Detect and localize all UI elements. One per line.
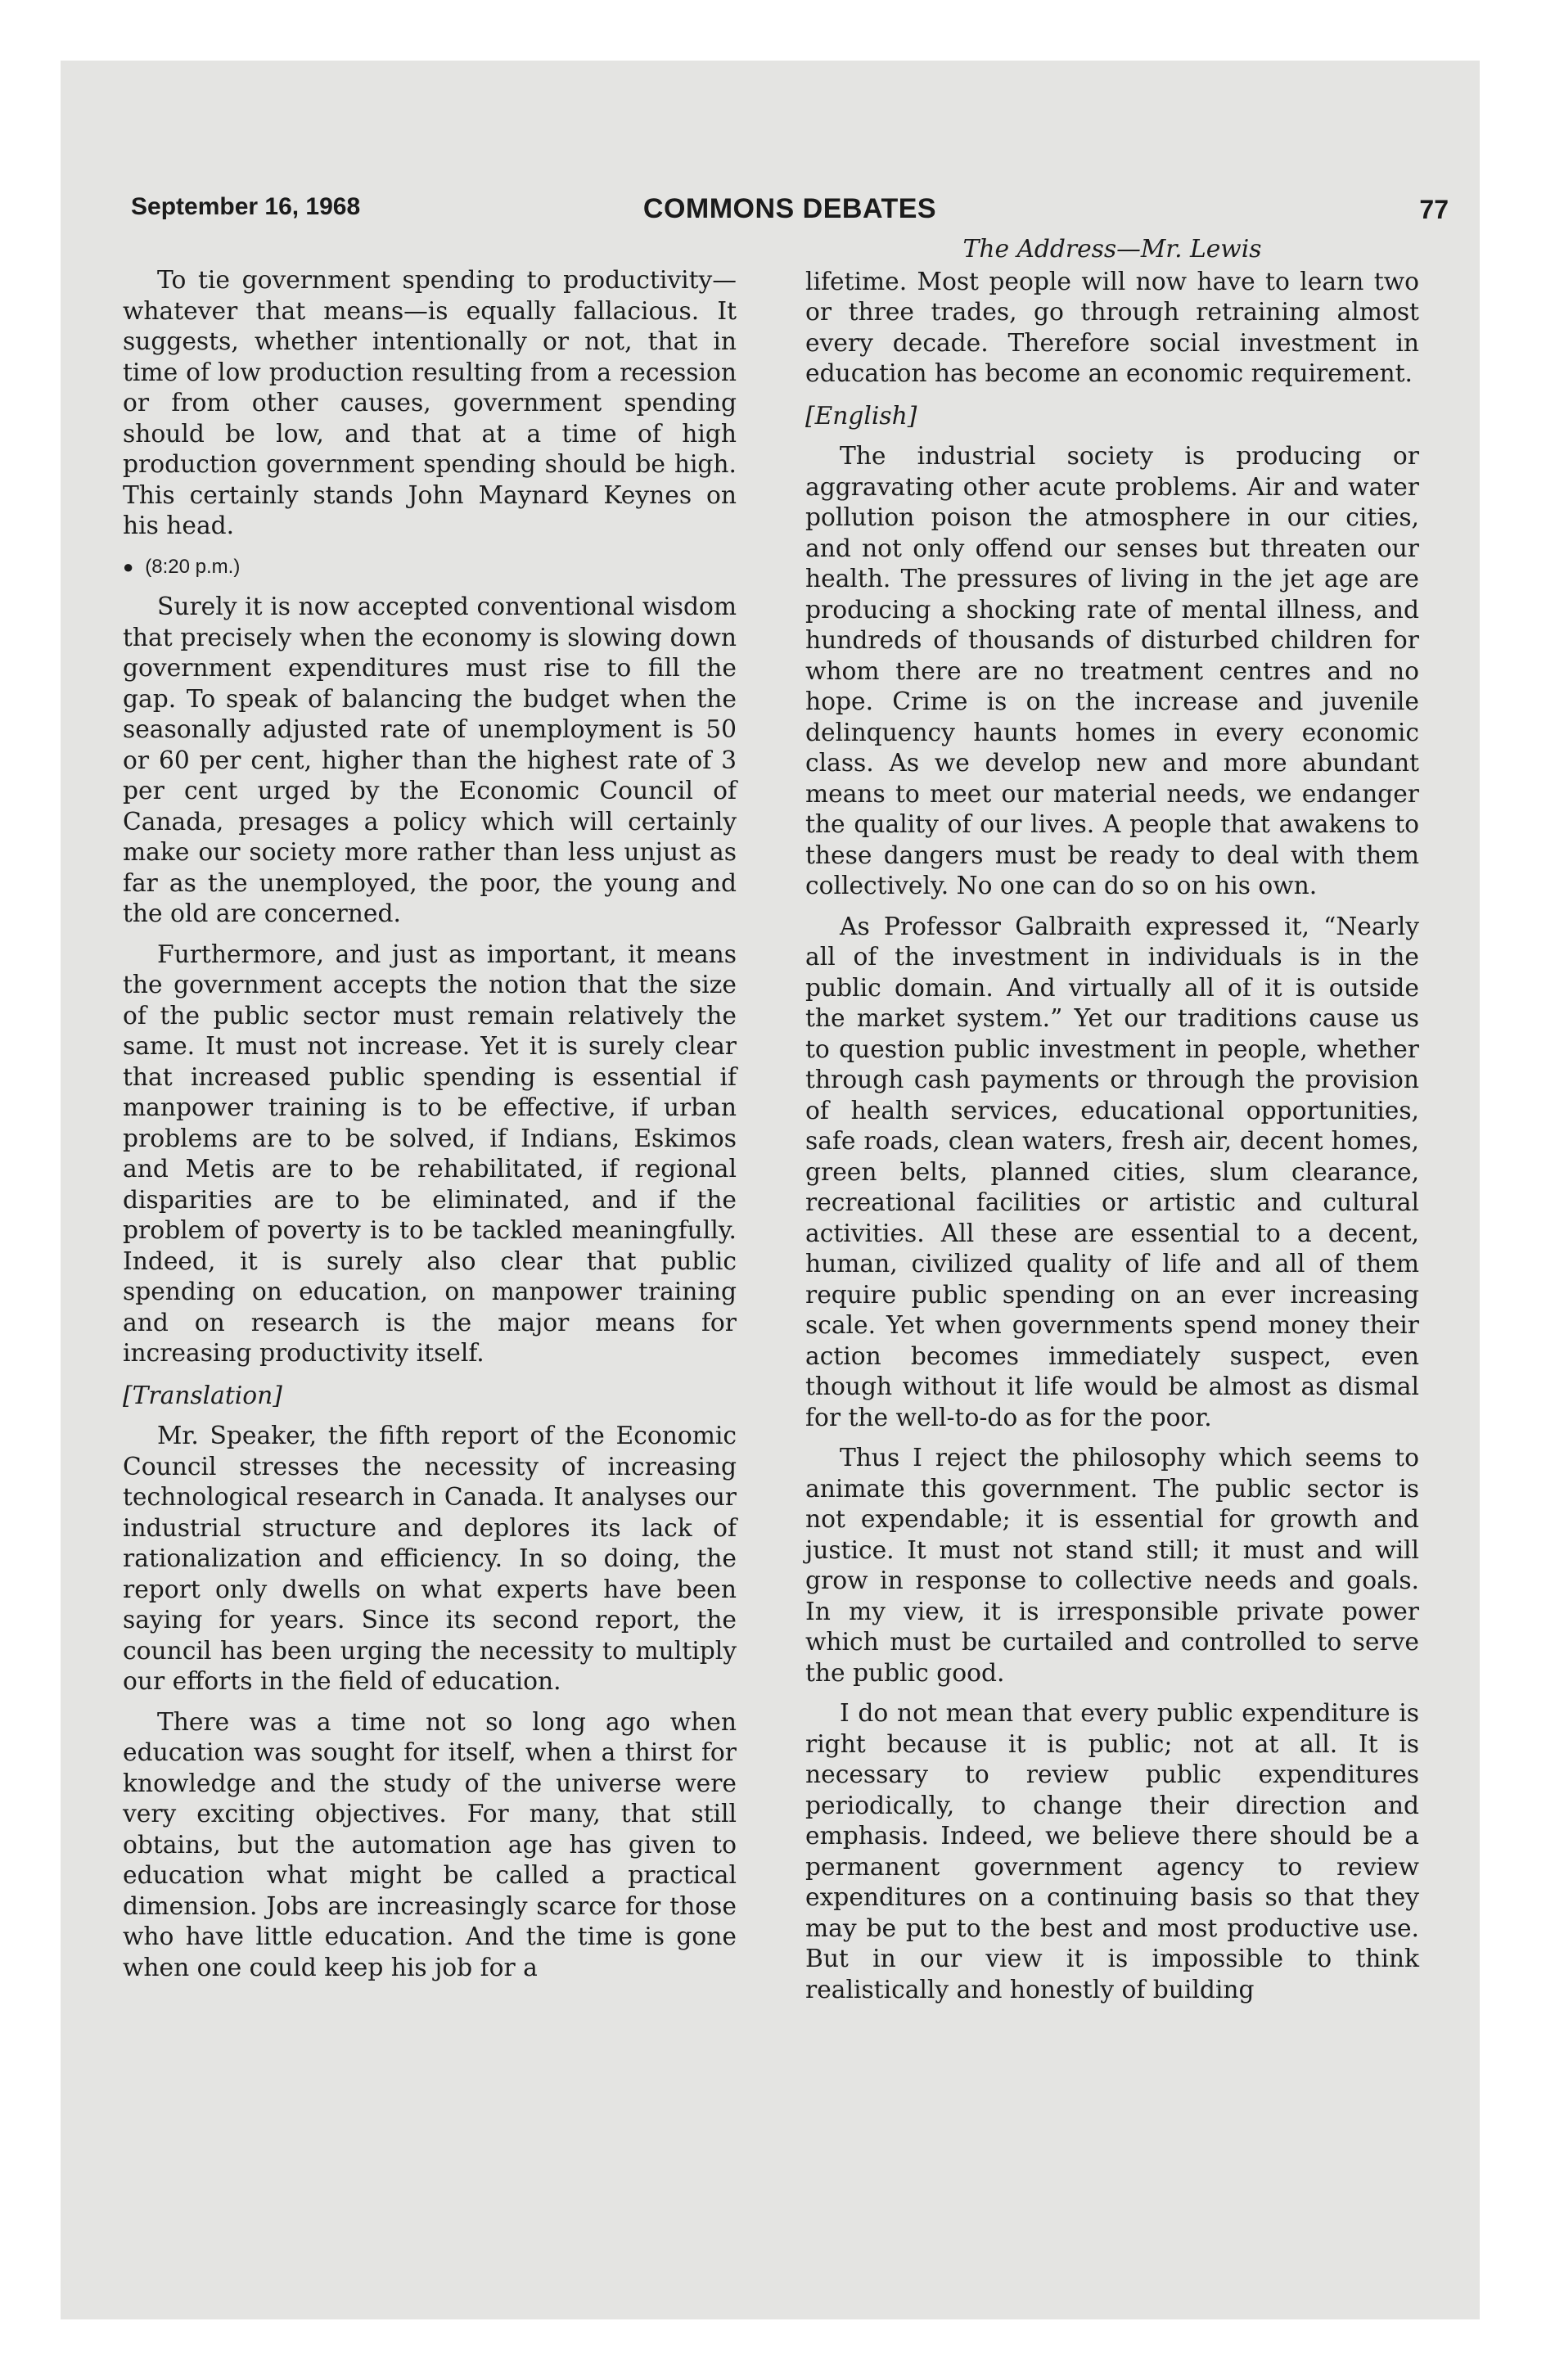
running-head: The Address—Mr. Lewis: [962, 235, 1262, 264]
section-label: [English]: [805, 401, 917, 430]
paragraph: Thus I reject the philosophy which seems to animate this government. The public sector is not expendable; it is essential for growth and justice. It must not stand still; it must and will grow in response to collective needs and goals. In my view, it is irresponsible private power which must be curtailed and controlled to serve the public good.: [805, 1444, 1419, 1688]
paragraph: lifetime. Most people will now have to learn two or three trades, go through retraining almost every decade. Therefore social investment in education has become an economic requirement.: [805, 267, 1419, 388]
paragraph: Mr. Speaker, the fifth report of the Economic Council stresses the necessity of increasing technological research in Canada. It analyses our industrial structure and deplores its lack of rationalization and efficiency. In so doing, the report only dwells on what experts have been saying for years. Since its second report, the council has been urging the necessity to multiply our efforts in the field of education.: [123, 1422, 737, 1696]
paragraph: Surely it is now accepted conventional wisdom that precisely when the economy is slowing down government expenditures must rise to fill the gap. To speak of balancing the budget when the seasonally adjusted rate of unemployment is 50 or 60 per cent, higher than the highest rate of 3 per cent urged by the Economic Council of Canada, presages a policy which will certainly make our society more rather than less unjust as far as the unemployed, the poor, the young and the old are concerned.: [123, 593, 737, 928]
time-marker: [123, 552, 737, 583]
paragraph: There was a time not so long ago when education was sought for itself, when a thirst for knowledge and the study of the universe were very exciting objectives. For many, that still obtains, but the automation age has given to education what might be called a practical dimension. Jobs are increasingly scarce for those who have little education. And the time is gone when one could keep his job for a: [123, 1707, 737, 1982]
time-marker-text: (8:20 p.m.): [145, 555, 241, 578]
header-date: September 16, 1968: [131, 193, 361, 220]
left-column: [123, 265, 737, 1993]
paragraph: As Professor Galbraith expressed it, “Nearly all of the investment in individuals is in the public domain. And virtually all of it is outside the market system.” Yet our traditions cause us to question public investment in people, whether through cash payments or through the provision of health services, educational opportunities, safe roads, clean waters, fresh air, decent homes, green belts, planned cities, slum clearance, recreational facilities or artistic and cultural activities. All these are essential to a decent, human, civilized quality of life and all of them require public spending on an ever increasing scale. Yet when governments spend money their action becomes immediately suspect, even though without it life would be almost as dismal for the well-to-do as for the poor.: [805, 912, 1419, 1432]
paragraph: The industrial society is producing or aggravating other acute problems. Air and water pollution poison the atmosphere in our cities, and not only offend our senses but threaten our health. The pressures of living in the jet age are producing a shocking rate of mental illness, and hundreds of thousands of disturbed children for whom there are no treatment centres and no hope. Crime is on the increase and juvenile delinquency haunts homes in every economic class. As we develop new and more abundant means to meet our material needs, we endanger the quality of our lives. A people that awakens to these dangers must be ready to deal with them collectively. No one can do so on his own.: [805, 442, 1419, 900]
page-number: 77: [1419, 195, 1449, 224]
paragraph: To tie government spending to productivity—whatever that means—is equally fallacious. It suggests, whether intentionally or not, that in time of low production resulting from a recession or from other causes, government spending should be low, and that at a time of high production government spending should be high. This certainly stands John Maynard Keynes on his head.: [123, 266, 737, 540]
paragraph: Furthermore, and just as important, it means the government accepts the notion that the size of the public sector must remain relatively the same. It must not increase. Yet it is surely clear that increased public spending is essential if manpower training is to be effective, if urban problems are to be solved, if Indians, Eskimos and Metis are to be rehabilitated, if regional disparities are to be eliminated, and if the problem of poverty is to be tackled meaningfully. Indeed, it is surely also clear that public spending on education, on manpower training and on research is the major means for increasing productivity itself.: [123, 940, 737, 1368]
bullet-icon: ●: [123, 556, 134, 577]
section-label: [Translation]: [123, 1381, 282, 1410]
paragraph: I do not mean that every public expenditure is right because it is public; not at all. It is necessary to review public expenditures periodically, to change their direction and emphasis. Indeed, we believe there should be a permanent government agency to review expenditures on a continuing basis so that they may be put to the best and most productive use. But in our view it is impossible to think realistically and honestly of building: [805, 1699, 1419, 2004]
page-header: [131, 193, 1449, 231]
right-column: [805, 234, 1419, 2015]
header-title: COMMONS DEBATES: [642, 193, 937, 224]
